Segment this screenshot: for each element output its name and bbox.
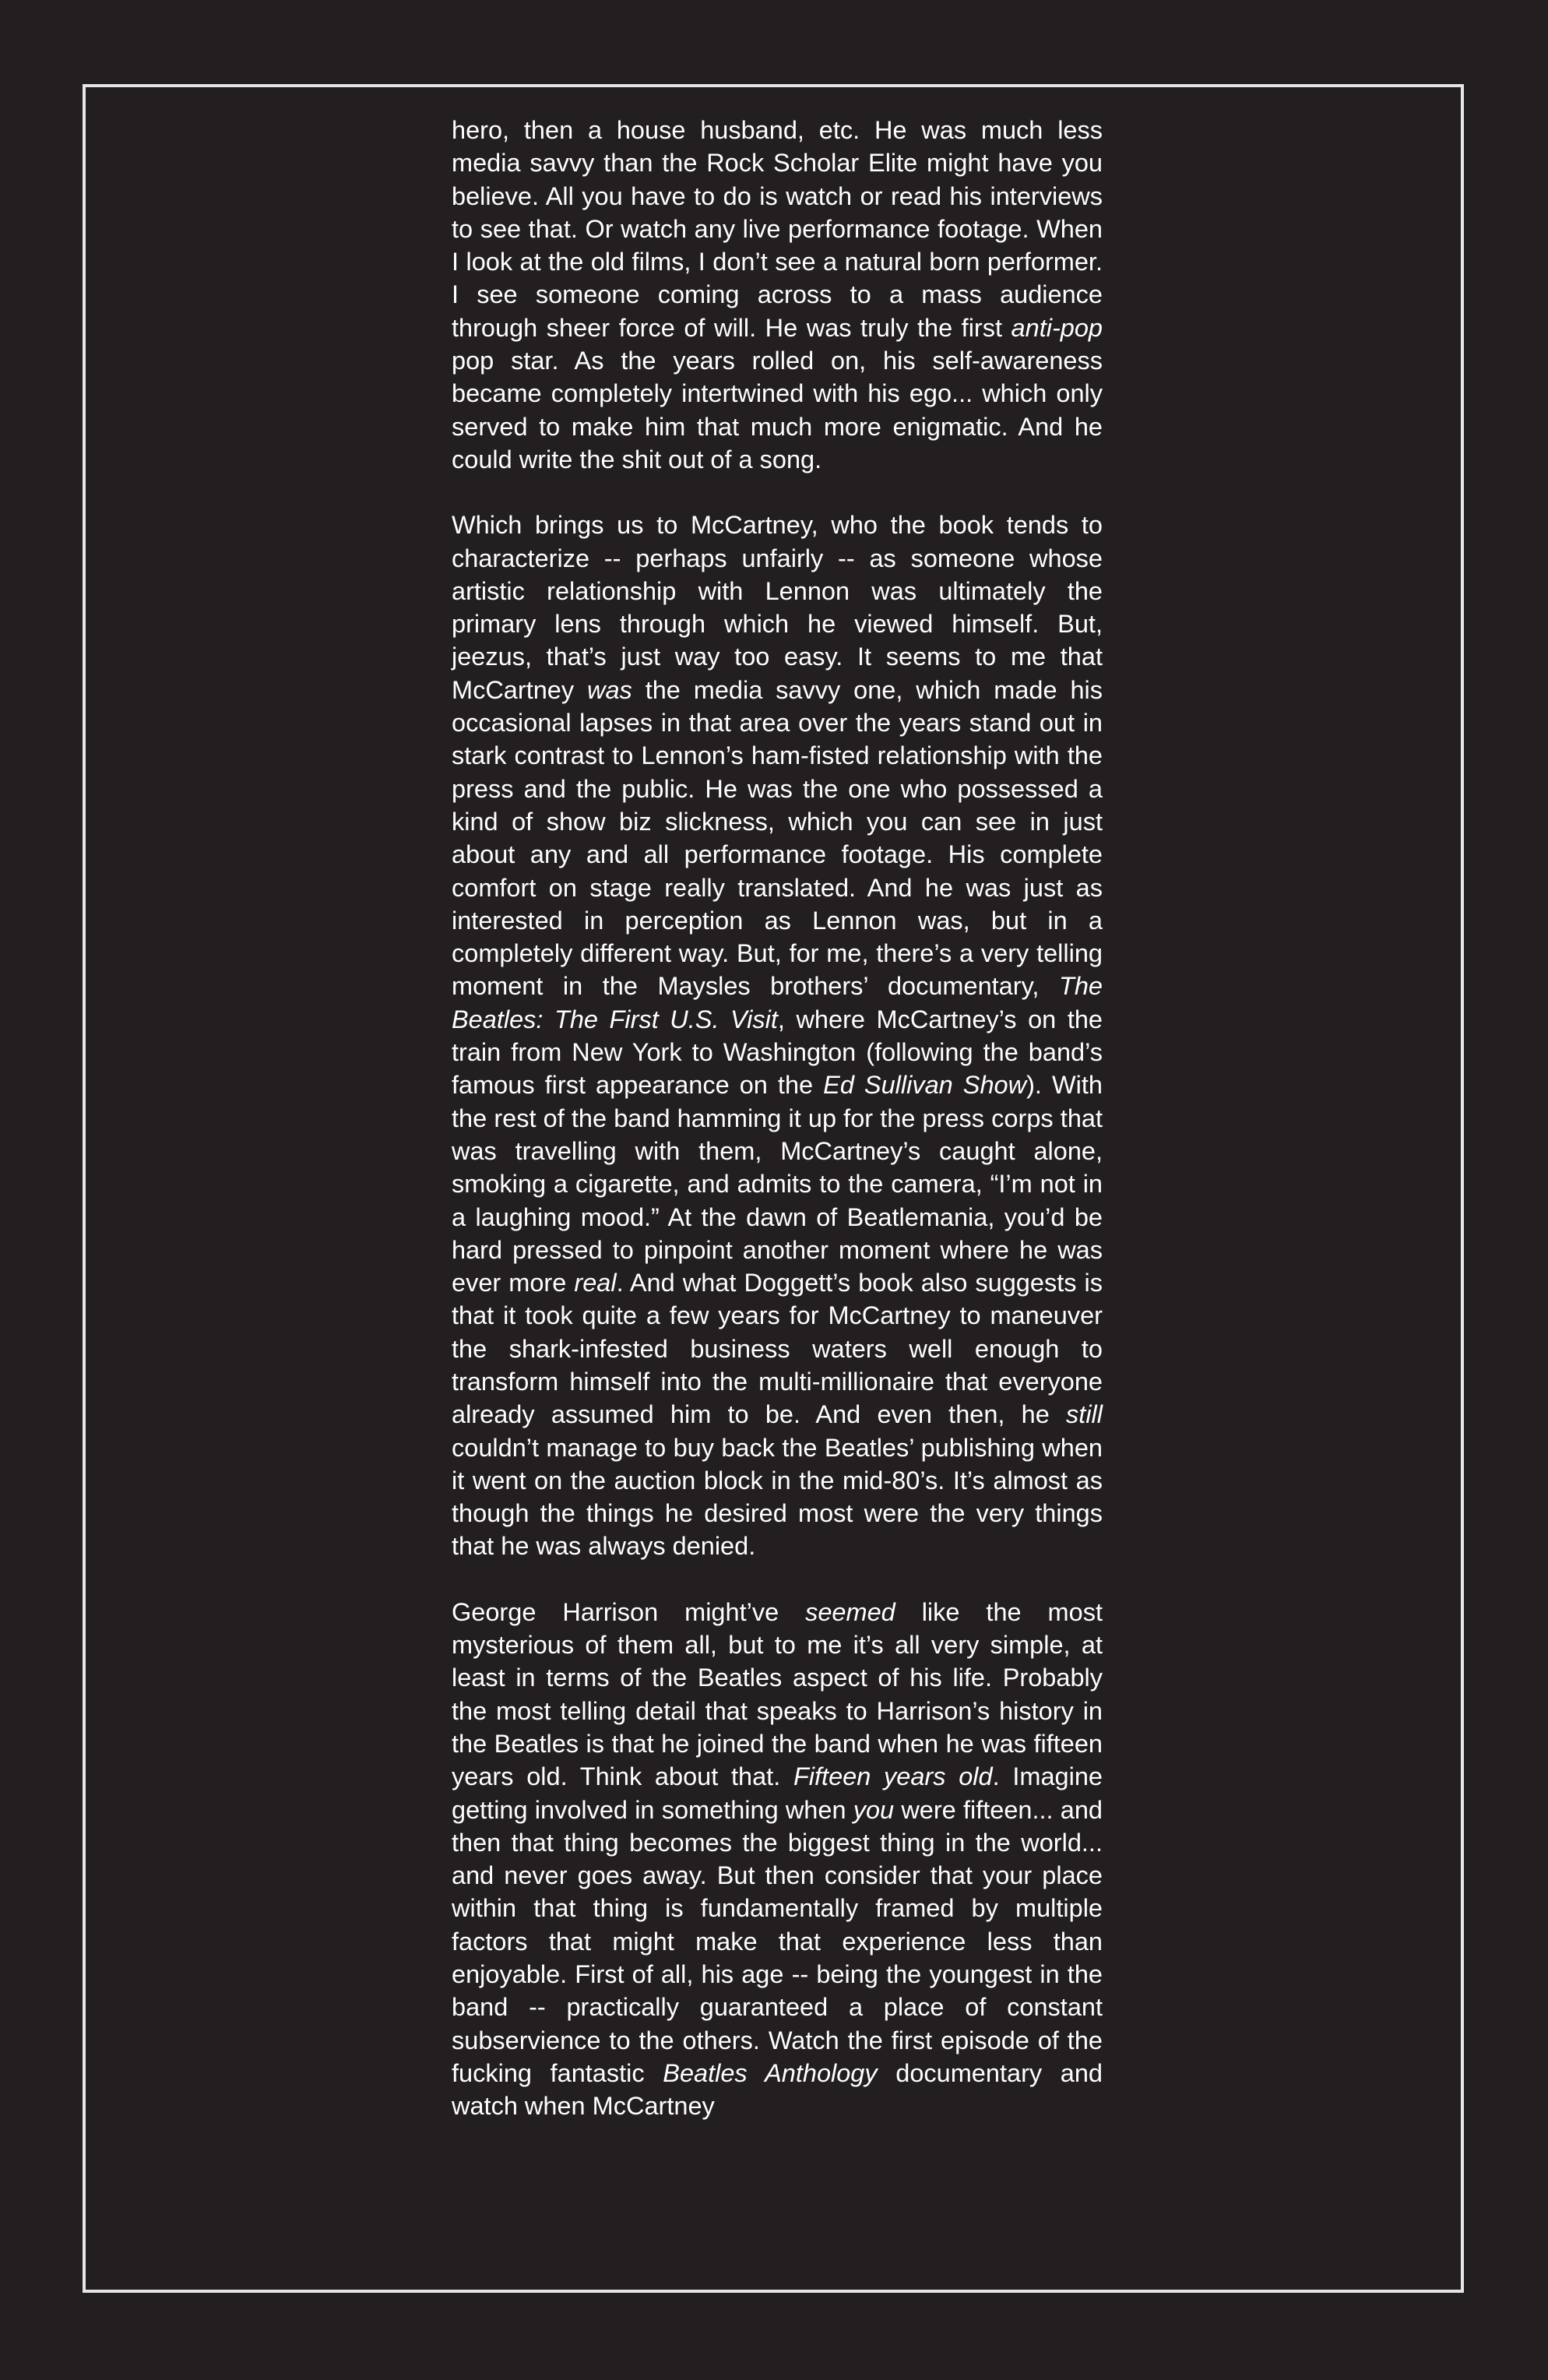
paragraph-mccartney [452,509,1103,1563]
text-run: documentary and watch when McCartney [452,2058,1103,2121]
text-run: , where McCartney’s on the train from New York to Washington (following the band’s famous first appearance on the [452,1005,1103,1100]
italic-run: Beatles Anthology [663,2058,878,2087]
text-run: George Harrison might’ve [452,1597,806,1626]
italic-run: Fifteen years old [793,1762,993,1791]
text-run: . Imagine getting involved in something when [452,1762,1103,1824]
paragraph-harrison [452,1596,1103,2123]
italic-run: The Beatles: The First U.S. Visit [452,972,1103,1033]
italic-run: real [574,1269,617,1297]
text-run: pop star. As the years rolled on, his self-awareness became completely intertwined with his ego... which only served to make him that much more enigmatic. And he could write the shit out of a song. [452,347,1103,474]
paragraph-lennon [452,114,1103,476]
text-run: ). With the rest of the band hamming it up for the press corps that was travelling with them, McCartney’s caught alone, smoking a cigarette, and admits to the camera, “I’m not in a laughing mood.” At the dawn of Beatlemania, you’d be hard pressed to pinpoint another moment where he was ever more [452,1071,1103,1297]
text-run: like the most mysterious of them all, but to me it’s all very simple, at least in terms of the Beatles aspect of his life. Probably the most telling detail that speaks to Harrison’s history in the Beatles is that he joined the band when he was fifteen years old. Think about that. [452,1597,1103,1791]
text-run: the media savvy one, which made his occasional lapses in that area over the years stand out in stark contrast to Lennon’s ham-fisted relationship with the press and the public. He was the one who possessed a kind of show biz slickness, which you can see in just about any and all performance footage. His complete comfort on stage really translated. And he was just as interested in perception as Lennon was, but in a completely different way. But, for me, there’s a very telling moment in the Maysles brothers’ documentary, [452,675,1103,1001]
text-run: couldn’t manage to buy back the Beatles’ publishing when it went on the auction block in the mid-80’s. It’s almost as though the things he desired most were the very things that he was always denied. [452,1433,1103,1561]
italic-run: you [853,1795,895,1824]
italic-run: anti-pop [1011,313,1103,342]
text-run: . And what Doggett’s book also suggests is that it took quite a few years for McCartney to maneuver the shark-infested business waters well enough to transform himself into the multi-millionaire that everyone already assumed him to be. And even then, he [452,1269,1103,1429]
italic-run: still [1066,1400,1103,1429]
text-run: were fifteen... and then that thing becomes the biggest thing in the world... and never goes away. But then consider that your place within that thing is fundamentally framed by multiple factors that might make that experience less than enjoyable. First of all, his age -- being the youngest in the band -- practically guaranteed a place of constant subservience to the others. Watch the first episode of the fucking fantastic [452,1795,1103,2087]
italic-run: Ed Sullivan Show [823,1071,1027,1100]
article-text-column [452,114,1103,2123]
text-run: hero, then a house husband, etc. He was much less media savvy than the Rock Scholar Elite might have you believe. All you have to do is watch or read his interviews to see that. Or watch any live performance footage. When I look at the old films, I don’t see a natural born performer. I see someone coming across to a mass audience through sheer force of will. He was truly the first [452,116,1103,342]
text-run: Which brings us to McCartney, who the book tends to characterize -- perhaps unfairly -- as someone whose artistic relationship with Lennon was ultimately the primary lens through which he viewed himself. But, jeezus, that’s just way too easy. It seems to me that McCartney [452,511,1103,704]
italic-run: was [587,675,632,704]
italic-run: seemed [805,1597,895,1626]
